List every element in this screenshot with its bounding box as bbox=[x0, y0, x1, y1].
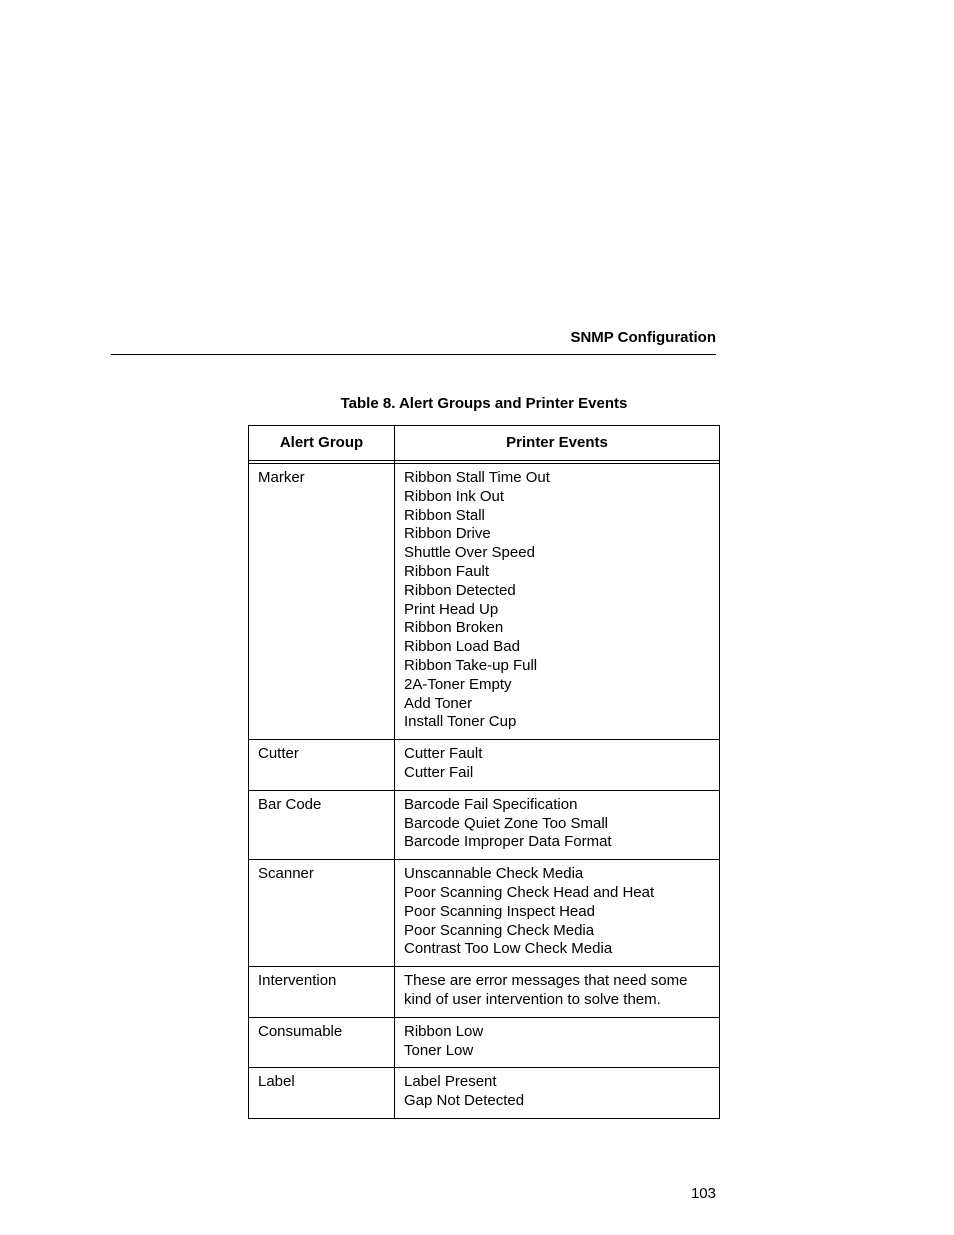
header-rule bbox=[111, 354, 716, 355]
printer-event: Ribbon Detected bbox=[404, 581, 516, 599]
printer-event: Ribbon Fault bbox=[404, 562, 490, 580]
table-row bbox=[249, 740, 720, 791]
printer-event: These are error messages that need some kind of user intervention to solve them. bbox=[404, 972, 688, 1008]
printer-event: Cutter Fail bbox=[404, 763, 474, 781]
table-row bbox=[249, 1068, 720, 1119]
alert-group-cell: Intervention bbox=[249, 967, 395, 1018]
printer-event: Toner Low bbox=[404, 1041, 474, 1059]
column-header-alert-group: Alert Group bbox=[249, 426, 395, 461]
alert-group-cell: Cutter bbox=[249, 740, 395, 791]
printer-events-cell bbox=[395, 790, 720, 859]
printer-event: Contrast Too Low Check Media bbox=[404, 940, 613, 958]
table-row bbox=[249, 464, 720, 740]
printer-events-cell bbox=[395, 740, 720, 791]
table-body bbox=[249, 464, 720, 1119]
printer-event: Print Head Up bbox=[404, 600, 499, 618]
printer-event: Label Present bbox=[404, 1073, 497, 1091]
alert-group-cell: Scanner bbox=[249, 860, 395, 967]
printer-event: 2A-Toner Empty bbox=[404, 675, 512, 693]
printer-events-cell bbox=[395, 860, 720, 967]
table-row bbox=[249, 790, 720, 859]
printer-event: Gap Not Detected bbox=[404, 1092, 525, 1110]
printer-event: Ribbon Drive bbox=[404, 525, 491, 543]
printer-event: Barcode Fail Specification bbox=[404, 795, 578, 813]
printer-event: Poor Scanning Inspect Head bbox=[404, 902, 595, 920]
printer-event: Cutter Fault bbox=[404, 745, 483, 763]
printer-event: Poor Scanning Check Media bbox=[404, 921, 595, 939]
printer-event: Ribbon Take-up Full bbox=[404, 656, 538, 674]
printer-event: Ribbon Stall Time Out bbox=[404, 469, 550, 486]
printer-event: Barcode Improper Data Format bbox=[404, 833, 612, 851]
alert-groups-table bbox=[248, 425, 720, 1119]
table-row bbox=[249, 1017, 720, 1068]
printer-event: Shuttle Over Speed bbox=[404, 544, 535, 562]
alert-group-cell: Label bbox=[249, 1068, 395, 1119]
printer-event: Ribbon Low bbox=[404, 1022, 484, 1040]
running-header: SNMP Configuration bbox=[570, 329, 716, 346]
printer-event: Poor Scanning Check Head and Heat bbox=[404, 883, 655, 901]
alert-group-cell: Bar Code bbox=[249, 790, 395, 859]
printer-event: Ribbon Broken bbox=[404, 619, 504, 637]
column-header-printer-events: Printer Events bbox=[395, 426, 720, 461]
printer-event: Barcode Quiet Zone Too Small bbox=[404, 814, 609, 832]
table-row bbox=[249, 860, 720, 967]
alert-group-cell: Marker bbox=[249, 464, 395, 740]
printer-event: Ribbon Stall bbox=[404, 506, 485, 524]
printer-event: Unscannable Check Media bbox=[404, 865, 584, 883]
alert-group-cell: Consumable bbox=[249, 1017, 395, 1068]
printer-event: Add Toner bbox=[404, 694, 473, 712]
printer-events-cell bbox=[395, 1068, 720, 1119]
table-row bbox=[249, 967, 720, 1018]
printer-event: Ribbon Ink Out bbox=[404, 487, 505, 505]
printer-events-cell bbox=[395, 1017, 720, 1068]
page-number: 103 bbox=[690, 1185, 716, 1202]
printer-events-cell bbox=[395, 464, 720, 740]
printer-event: Install Toner Cup bbox=[404, 713, 517, 731]
printer-events-cell bbox=[395, 967, 720, 1018]
table-caption: Table 8. Alert Groups and Printer Events bbox=[340, 395, 628, 412]
printer-event: Ribbon Load Bad bbox=[404, 638, 520, 656]
